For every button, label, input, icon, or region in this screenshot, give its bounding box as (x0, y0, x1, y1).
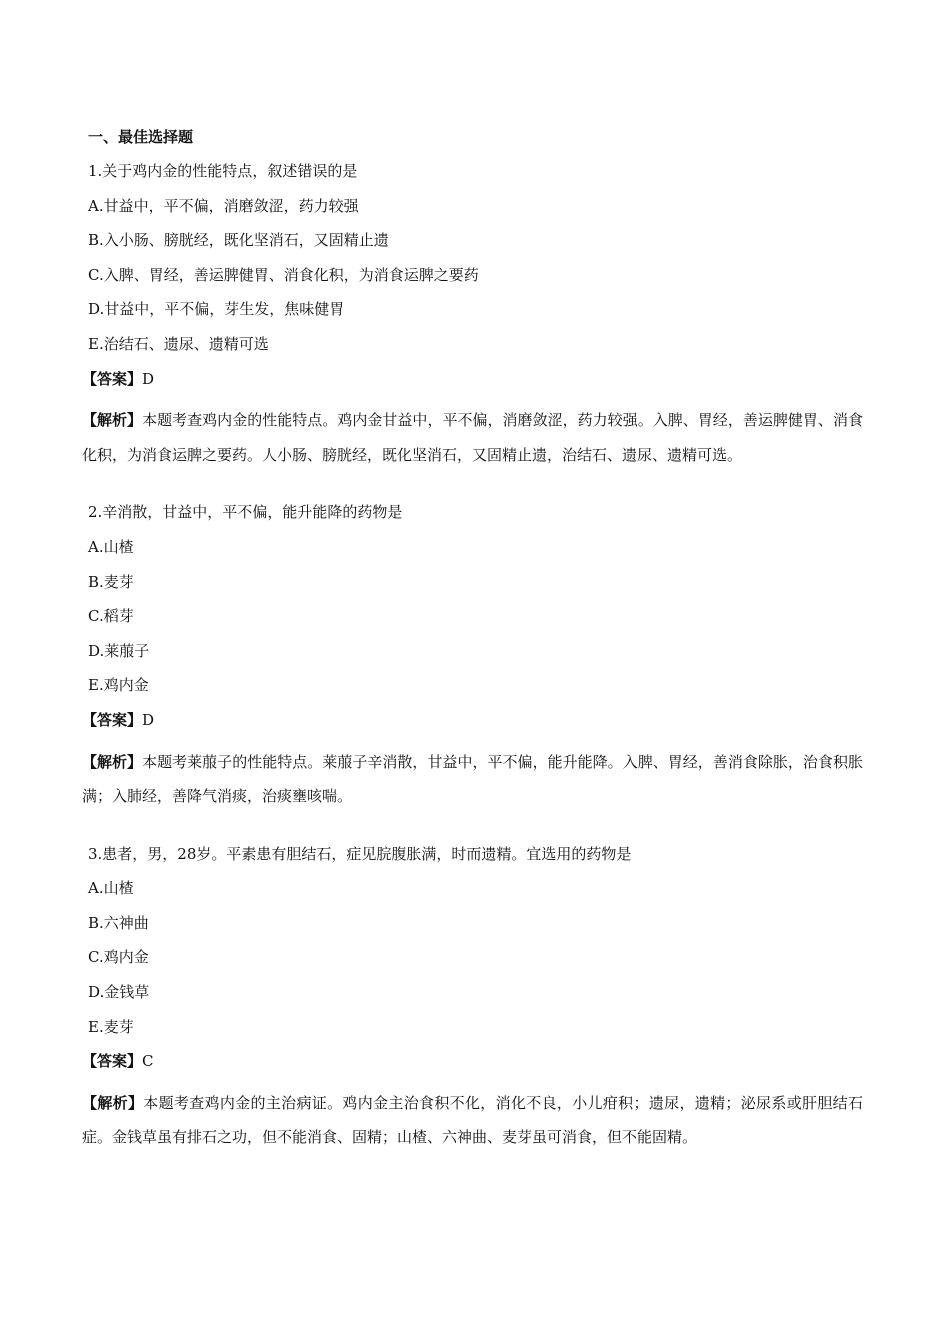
analysis-label: 【解析】 (82, 1093, 144, 1112)
option-e: E.治结石、遗尿、遗精可选 (88, 334, 269, 353)
question-stem: 2.辛消散，甘益中，平不偏，能升能降的药物是 (88, 503, 403, 522)
analysis (82, 1086, 863, 1155)
document-page (82, 127, 863, 1155)
option-d: D.金钱草 (88, 983, 150, 1002)
analysis (82, 745, 863, 814)
option-a: A.山楂 (88, 537, 134, 556)
option-c: C.稻芽 (88, 607, 134, 626)
question-3 (82, 844, 863, 1155)
option-b: B.六神曲 (88, 913, 149, 932)
analysis-label: 【解析】 (82, 411, 143, 430)
option-b: B.麦芽 (88, 572, 134, 591)
question-stem: 3.患者，男，28岁。平素患有胆结石，症见脘腹胀满，时而遗精。宜选用的药物是 (88, 844, 632, 863)
section-title: 一、最佳选择题 (88, 128, 194, 146)
question-2 (82, 502, 863, 813)
answer (82, 369, 863, 389)
answer-label: 【答案】 (82, 1052, 143, 1071)
answer-value: C (142, 1052, 154, 1071)
analysis-text: 本题考莱菔子的性能特点。莱菔子辛消散，甘益中，平不偏，能升能降。入脾、胃经，善消食除胀，治食积胀满；入肺经，善降气消痰，治痰壅咳喘。 (82, 752, 863, 806)
option-d: D.甘益中，平不偏，芽生发，焦味健胃 (88, 300, 345, 319)
answer-label: 【答案】 (82, 710, 143, 729)
question-stem: 1.关于鸡内金的性能特点，叙述错误的是 (88, 162, 358, 180)
option-b: B.入小肠、膀胱经，既化坚消石，又固精止遗 (88, 231, 389, 250)
answer-value: D (142, 369, 155, 388)
analysis-text: 本题考查鸡内金的性能特点。鸡内金甘益中，平不偏，消磨敛涩，药力较强。入脾、胃经，善运脾健胃、消食化积，为消食运脾之要药。人小肠、膀胱经，既化坚消石，又固精止遗，治结石、遗尿、遗精可选。 (82, 411, 863, 464)
analysis-label: 【解析】 (82, 752, 143, 771)
question-1 (82, 161, 863, 472)
answer (82, 710, 863, 730)
analysis-text: 本题考查鸡内金的主治病证。鸡内金主治食积不化，消化不良，小儿疳积；遗尿，遗精；泌尿系或肝胆结石症。金钱草虽有排石之功，但不能消食、固精；山楂、六神曲、麦芽虽可消食，但不能固精。 (82, 1093, 863, 1147)
option-a: A.甘益中，平不偏，消磨敛涩，药力较强 (88, 196, 359, 215)
option-a: A.山楂 (88, 879, 134, 898)
option-e: E.麦芽 (88, 1017, 134, 1036)
option-c: C.入脾、胃经，善运脾健胃、消食化积，为消食运脾之要药 (88, 265, 479, 284)
option-c: C.鸡内金 (88, 948, 149, 967)
answer (82, 1051, 863, 1071)
option-e: E.鸡内金 (88, 676, 149, 695)
option-d: D.莱菔子 (88, 641, 150, 660)
answer-label: 【答案】 (82, 369, 143, 388)
analysis (82, 403, 863, 472)
answer-value: D (142, 710, 155, 729)
